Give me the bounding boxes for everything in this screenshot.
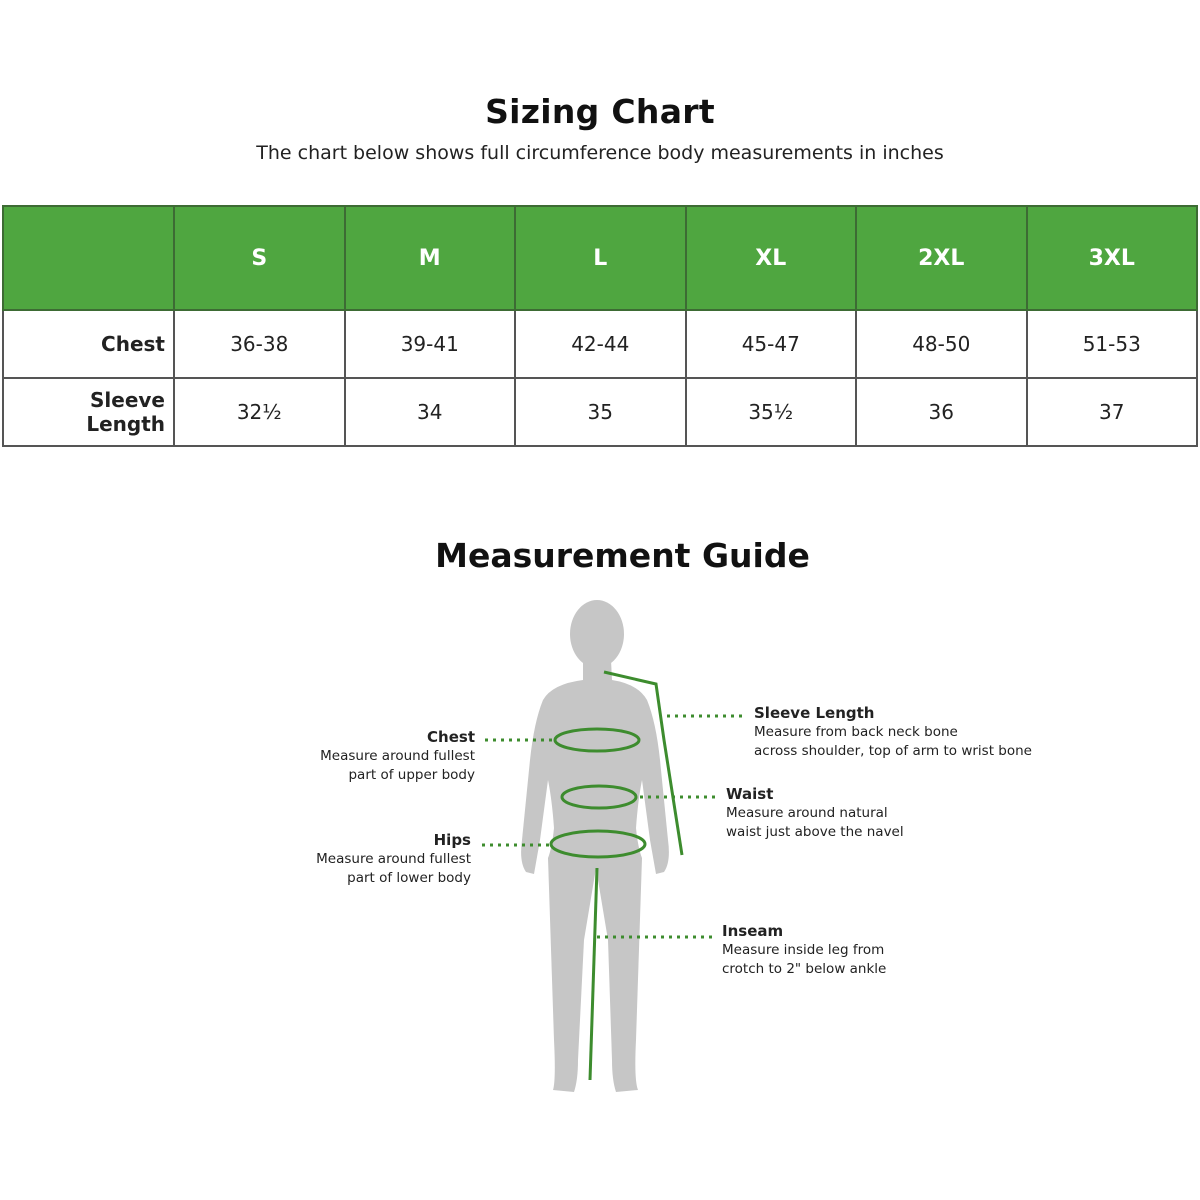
table-cell: 42-44: [515, 310, 686, 378]
chest-line2: part of upper body: [348, 767, 475, 783]
body-silhouette: [521, 600, 669, 1092]
table-cell: 48-50: [856, 310, 1027, 378]
size-header: L: [515, 206, 686, 310]
size-header: XL: [686, 206, 857, 310]
table-cell: 35½: [686, 378, 857, 446]
waist-line1: Measure around natural: [726, 805, 888, 821]
sleeve-note: [754, 704, 1054, 761]
table-cell: 36-38: [174, 310, 345, 378]
inseam-line1: Measure inside leg from: [722, 942, 885, 958]
table-cell: 37: [1027, 378, 1198, 446]
row-label: Chest: [3, 310, 174, 378]
chest-note: [300, 728, 475, 785]
table-cell: 45-47: [686, 310, 857, 378]
sleeve-line1: Measure from back neck bone: [754, 724, 958, 740]
inseam-line2: crotch to 2" below ankle: [722, 961, 887, 977]
guide-title: Measurement Guide: [435, 536, 810, 575]
sleeve-line2: across shoulder, top of arm to wrist bone: [754, 743, 1032, 759]
table-cell: 36: [856, 378, 1027, 446]
waist-note: [726, 785, 946, 842]
table-cell: 51-53: [1027, 310, 1198, 378]
sleeve-heading: Sleeve Length: [754, 704, 875, 722]
inseam-note: [722, 922, 942, 979]
torso-shape: [521, 660, 669, 1092]
table-cell: 34: [345, 378, 516, 446]
size-header: S: [174, 206, 345, 310]
head-shape: [570, 600, 624, 668]
chart-title: Sizing Chart: [485, 92, 715, 131]
chest-heading: Chest: [427, 728, 475, 746]
hips-line2: part of lower body: [347, 870, 471, 886]
chart-subtitle: The chart below shows full circumference body measurements in inches: [256, 142, 944, 164]
row-label: Sleeve Length: [3, 378, 174, 446]
table-cell: 32½: [174, 378, 345, 446]
table-cell: 39-41: [345, 310, 516, 378]
hips-heading: Hips: [433, 831, 471, 849]
size-header: M: [345, 206, 516, 310]
waist-line2: waist just above the navel: [726, 824, 904, 840]
size-header: 3XL: [1027, 206, 1198, 310]
hips-note: [296, 831, 471, 888]
table-cell: 35: [515, 378, 686, 446]
hips-line1: Measure around fullest: [316, 851, 471, 867]
inseam-heading: Inseam: [722, 922, 784, 940]
inseam-line: [590, 868, 597, 1080]
waist-heading: Waist: [726, 785, 774, 803]
chest-line1: Measure around fullest: [320, 748, 475, 764]
size-header: 2XL: [856, 206, 1027, 310]
